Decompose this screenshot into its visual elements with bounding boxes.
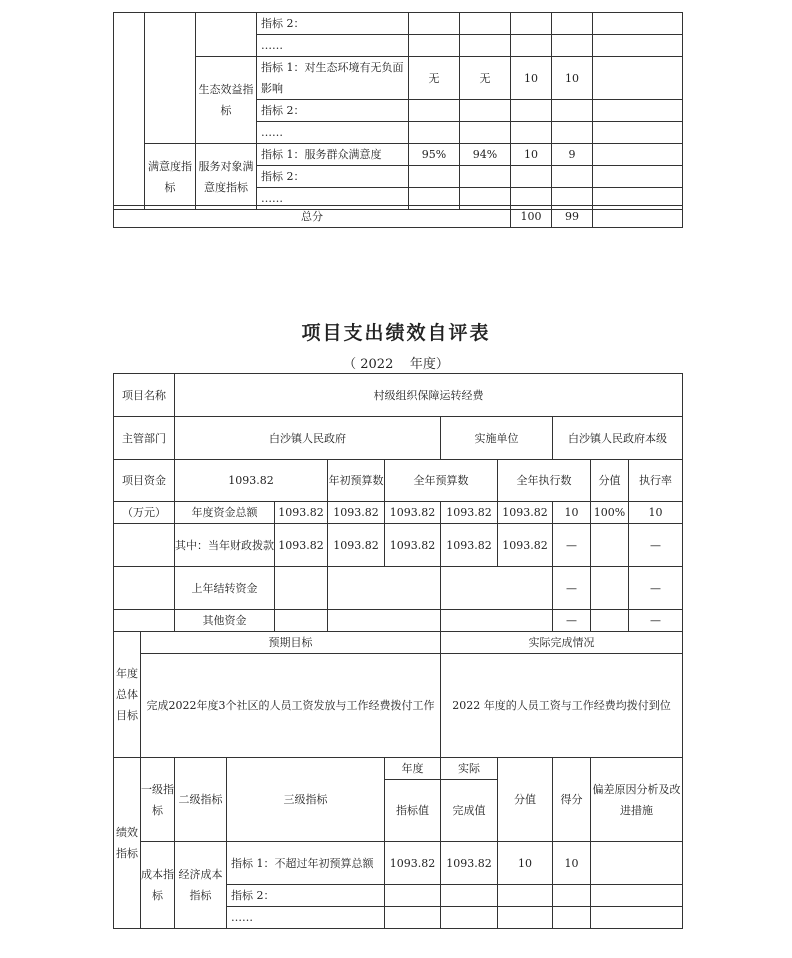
indicator-label: …… [257, 35, 409, 57]
unit-label: （万元） [114, 502, 175, 524]
top-col-c [196, 13, 257, 57]
econ-cost-label: 经济成本指标 [175, 842, 227, 929]
row-fiscal: 其中：当年财政拨款 1093.82 1093.82 1093.82 1093.82 1093.82 — — [114, 524, 683, 567]
exec-header: 全年执行数 [498, 460, 591, 502]
top-col-a [114, 13, 145, 210]
row-other: 其他资金 — — [114, 610, 683, 632]
year-subtitle: （ 2022 年度） [343, 357, 449, 372]
indicator-label: 指标 1：服务群众满意度 [257, 144, 409, 166]
main-table [113, 373, 683, 929]
indicator-1-got: 10 [553, 842, 591, 885]
other-label: 其他资金 [175, 610, 275, 632]
indicator-label: 指标 2： [257, 100, 409, 122]
budget-init-header: 年初预算数 [328, 460, 385, 502]
score-header: 分值 [591, 460, 629, 502]
actual-header: 实际 [441, 758, 498, 780]
annual-total-label: 年度资金总额 [175, 502, 275, 524]
indicator-1-label: 指标 1：不超过年初预算总额 [227, 842, 385, 885]
indicator-3-label: …… [227, 907, 385, 929]
score-value: 10 [511, 57, 552, 100]
annual-target: 95% [409, 144, 460, 166]
indicator-label: 指标 2： [257, 13, 409, 35]
annual-target: 无 [409, 57, 460, 100]
row-fund-header [114, 460, 683, 502]
carry-label: 上年结转资金 [175, 567, 275, 610]
indicator-1-score: 10 [498, 842, 553, 885]
actual-value: 94% [460, 144, 511, 166]
total-row [114, 206, 683, 228]
service-satisfaction-label: 服务对象满意度指标 [196, 144, 257, 210]
impl-unit-value: 白沙镇人民政府本级 [553, 417, 683, 460]
indicator-2-label: 指标 2： [227, 885, 385, 907]
indicator-label: …… [257, 188, 409, 210]
page-title: 项目支出绩效自评表 [301, 322, 491, 344]
perf-score-header: 分值 [498, 758, 553, 842]
project-name-value: 村级组织保障运转经费 [175, 374, 683, 417]
lv1-label: 一级指标 [141, 758, 175, 842]
cost-label: 成本指标 [141, 842, 175, 929]
lv2-label: 二级指标 [175, 758, 227, 842]
budget-full-header: 全年预算数 [385, 460, 498, 502]
row-indicator-1 [114, 842, 683, 885]
fund-label: 项目资金 [114, 460, 175, 502]
goal-actual: 2022 年度的人员工资与工作经费均拨付到位 [441, 654, 683, 758]
fiscal-label: 其中：当年财政拨款 [175, 524, 275, 567]
indicator-label: …… [257, 122, 409, 144]
total-label: 总分 [114, 206, 511, 228]
department-value: 白沙镇人民政府 [175, 417, 441, 460]
impl-unit-label: 实施单位 [441, 417, 553, 460]
row-perf-header-1 [114, 758, 683, 780]
indicator-1-done: 1093.82 [441, 842, 498, 885]
goal-expected-header: 预期目标 [141, 632, 441, 654]
satisfaction-label: 满意度指标 [145, 144, 196, 210]
fund-value: 1093.82 [175, 460, 328, 502]
got-value: 10 [552, 57, 593, 100]
indicator-label: 指标 2： [257, 166, 409, 188]
total-score: 100 [511, 206, 552, 228]
lv3-label: 三级指标 [227, 758, 385, 842]
top-row-3 [114, 57, 683, 100]
goal-actual-header: 实际完成情况 [441, 632, 683, 654]
row-goal-content [114, 654, 683, 758]
project-name-label: 项目名称 [114, 374, 175, 417]
score-value: 10 [511, 144, 552, 166]
goal-expected: 完成2022年度3个社区的人员工资发放与工作经费拨付工作 [141, 654, 441, 758]
top-col-b [145, 13, 196, 144]
row-project-name [114, 374, 683, 417]
indicator-label: 指标 1：对生态环境有无负面影响 [257, 57, 409, 100]
done-header: 完成值 [441, 780, 498, 842]
goal-label: 年度总体目标 [114, 632, 141, 758]
perf-got-header: 得分 [553, 758, 591, 842]
perf-label: 绩效指标 [114, 758, 141, 929]
actual-value: 无 [460, 57, 511, 100]
indicator-1-target: 1093.82 [385, 842, 441, 885]
rate-header: 执行率 [629, 460, 683, 502]
top-row-1 [114, 13, 683, 35]
row-annual-total: （万元） 年度资金总额 1093.82 1093.82 1093.82 1093.82 1093.82 10 100% 10 [114, 502, 683, 524]
row-department [114, 417, 683, 460]
department-label: 主管部门 [114, 417, 175, 460]
eco-benefit-label: 生态效益指标 [196, 57, 257, 144]
top-table [113, 12, 683, 210]
target-header: 指标值 [385, 780, 441, 842]
total-got: 99 [552, 206, 593, 228]
row-carry: 上年结转资金 — — [114, 567, 683, 610]
year-header: 年度 [385, 758, 441, 780]
got-value: 9 [552, 144, 593, 166]
top-row-6 [114, 144, 683, 166]
row-goal-header [114, 632, 683, 654]
deviation-header: 偏差原因分析及改进措施 [591, 758, 683, 842]
total-table [113, 205, 683, 228]
